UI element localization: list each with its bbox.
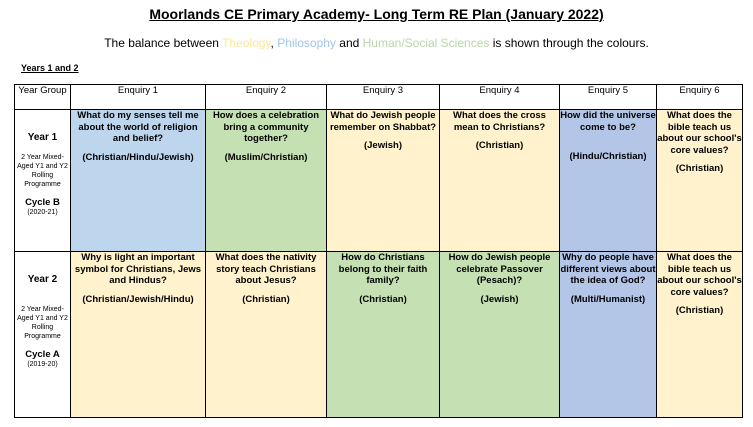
enquiry-cell	[440, 110, 560, 252]
enquiry-religion: (Christian)	[475, 140, 524, 151]
section-label: Years 1 and 2	[21, 63, 79, 73]
enquiry-question: How does a celebration bring a community together?	[212, 110, 320, 144]
cycle-dates: (2020-21)	[27, 209, 58, 216]
enquiry-religion: (Christian)	[242, 293, 290, 305]
enquiry-cell	[206, 110, 327, 252]
enquiry-cell	[71, 252, 206, 418]
enquiry-cell	[327, 110, 440, 252]
enquiry-header: Enquiry 5	[560, 85, 657, 110]
enquiry-religion: (Christian)	[675, 163, 724, 174]
subtitle-sep-1: ,	[270, 36, 278, 50]
year-cell	[15, 252, 71, 418]
year-cell	[15, 110, 71, 252]
enquiry-religion: (Christian/Hindu/Jewish)	[82, 151, 194, 163]
legend-theology: Theology	[222, 36, 271, 50]
year-name: Year 2	[27, 274, 58, 285]
enquiry-cell	[327, 252, 440, 418]
enquiry-question: What does the cross mean to Christians?	[453, 110, 546, 133]
enquiry-header: Enquiry 2	[206, 85, 327, 110]
subtitle-prefix: The balance between	[104, 36, 223, 50]
legend-human-social-sciences: Human/Social Sciences	[362, 36, 490, 50]
table-row	[15, 252, 743, 418]
table-row	[15, 110, 743, 252]
page-title: Moorlands CE Primary Academy- Long Term RE Plan (January 2022)	[149, 6, 604, 22]
cycle-label: Cycle B	[25, 197, 60, 208]
enquiry-header: Enquiry 4	[440, 85, 560, 110]
enquiry-question: What does the bible teach us about our school's core values?	[657, 110, 742, 156]
enquiry-header: Enquiry 3	[327, 85, 440, 110]
enquiry-religion: (Muslim/Christian)	[224, 151, 308, 163]
enquiry-question: Why do people have different views about the idea of God?	[560, 252, 656, 286]
legend-philosophy: Philosophy	[277, 36, 336, 50]
subtitle-sep-2: and	[335, 36, 363, 50]
year-name: Year 1	[27, 132, 58, 143]
enquiry-religion: (Hindu/Christian)	[569, 151, 647, 162]
enquiry-religion: (Jewish)	[480, 293, 519, 305]
re-plan-table	[14, 84, 743, 418]
colour-key-sentence	[0, 36, 753, 50]
enquiry-question: What does the nativity story teach Christians about Jesus?	[215, 252, 317, 286]
enquiry-question: What do Jewish people remember on Shabbat?	[329, 110, 437, 133]
enquiry-religion: (Christian)	[675, 305, 724, 316]
enquiry-cell	[657, 252, 743, 418]
enquiry-religion: (Jewish)	[363, 140, 402, 151]
enquiry-religion: (Multi/Humanist)	[570, 293, 646, 305]
enquiry-question: What do my senses tell me about the world of religion and belief?	[77, 110, 199, 144]
enquiry-cell	[206, 252, 327, 418]
enquiry-question: How do Christians belong to their faith family?	[338, 252, 428, 286]
enquiry-question: Why is light an important symbol for Christians, Jews and Hindus?	[74, 252, 202, 286]
enquiry-cell	[560, 252, 657, 418]
enquiry-cell	[560, 110, 657, 252]
cycle-dates: (2019-20)	[27, 361, 58, 368]
enquiry-religion: (Christian/Jewish/Hindu)	[82, 293, 194, 305]
enquiry-question: How do Jewish people celebrate Passover (Pesach)?	[448, 252, 551, 286]
enquiry-question: How did the universe come to be?	[560, 110, 656, 133]
subtitle-suffix: is shown through the colours.	[489, 36, 649, 50]
year-description: 2 Year Mixed-Aged Y1 and Y2 Rolling Programme	[17, 154, 68, 188]
year-group-header: Year Group	[15, 85, 71, 110]
enquiry-question: What does the bible teach us about our school's core values?	[657, 252, 742, 298]
cycle-label: Cycle A	[25, 349, 60, 360]
header-row	[15, 85, 743, 110]
enquiry-cell	[71, 110, 206, 252]
enquiry-cell	[657, 110, 743, 252]
enquiry-header: Enquiry 1	[71, 85, 206, 110]
enquiry-header: Enquiry 6	[657, 85, 743, 110]
enquiry-religion: (Christian)	[359, 293, 407, 305]
year-description: 2 Year Mixed-Aged Y1 and Y2 Rolling Programme	[17, 306, 68, 340]
enquiry-cell	[440, 252, 560, 418]
